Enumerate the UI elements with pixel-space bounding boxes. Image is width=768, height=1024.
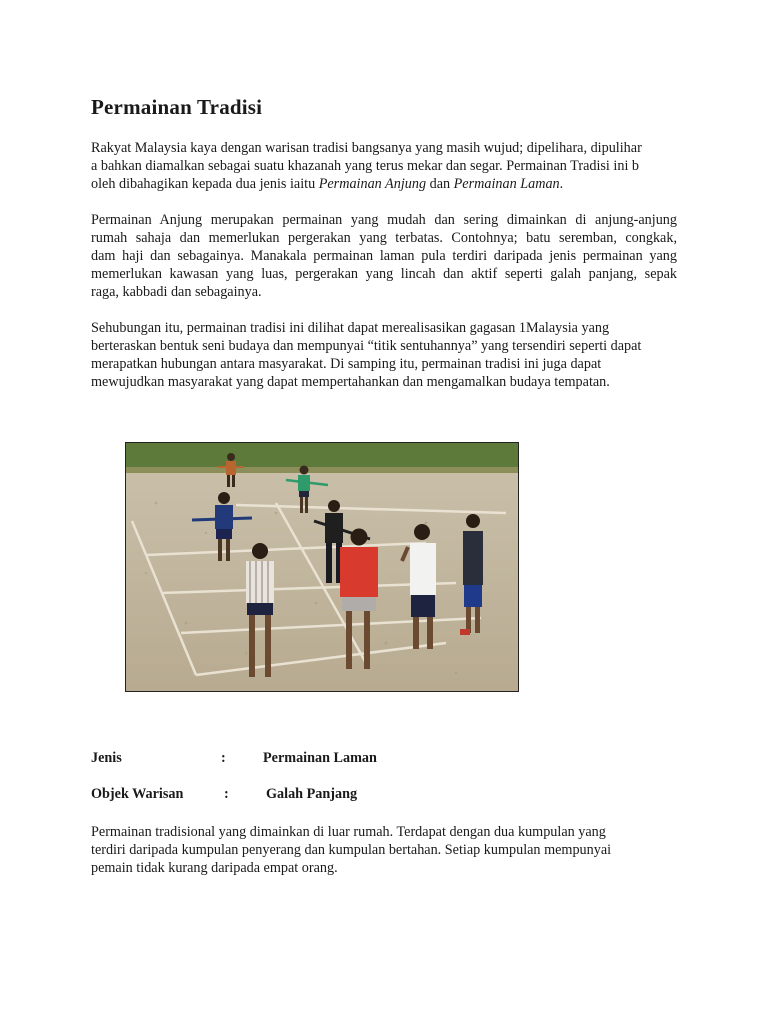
description-paragraph — [91, 823, 677, 877]
paragraph-line: Permainan tradisional yang dimainkan di luar rumah. Terdapat dengan dua kumpulan yang — [91, 824, 606, 840]
paragraph-line — [91, 175, 677, 193]
paragraph-line: Sehubungan itu, permainan tradisi ini dilihat dapat merealisasikan gagasan 1Malaysia yang — [91, 320, 610, 336]
paragraph-line: Rakyat Malaysia kaya dengan warisan tradisi bangsanya yang masih wujud; dipelihara, dipulihar — [91, 140, 642, 156]
emphasis-anjung: Permainan Anjung — [318, 176, 427, 192]
text-run: oleh dibahagikan kepada dua jenis iaitu — [91, 176, 319, 192]
jenis-row — [91, 750, 491, 770]
objek-warisan-value: Galah Panjang — [266, 786, 358, 802]
paragraph-line: rumah sahaja dan memerlukan pergerakan yang terbatas. Contohnya; batu seremban, congkak, — [91, 230, 677, 246]
paragraph-line: a bahkan diamalkan sebagai suatu khazanah yang terus mekar dan segar. Permainan Tradisi ini b — [91, 158, 640, 174]
photo-illustration — [126, 443, 519, 692]
objek-warisan-row — [91, 786, 491, 806]
emphasis-laman: Permainan Laman — [453, 176, 560, 192]
paragraph-line: raga, kabbadi dan sebagainya. — [91, 284, 262, 300]
jenis-colon: : — [221, 750, 226, 766]
jenis-label: Jenis — [91, 750, 122, 766]
paragraph-line: Permainan Anjung merupakan permainan yang mudah dan sering dimainkan di anjung-anjung — [91, 212, 677, 228]
paragraph-line: merapatkan hubungan antara masyarakat. Di samping itu, permainan tradisi ini juga dapat — [91, 356, 602, 372]
page-title: Permainan Tradisi — [91, 95, 263, 119]
paragraph-line: memerlukan kawasan yang luas, pergerakan yang lincah dan aktif seperti galah panjang, sepak — [91, 266, 677, 282]
paragraph-line: berteraskan bentuk seni budaya dan mempunyai “titik sentuhannya” yang tersendiri seperti dapat — [91, 338, 642, 354]
text-run: . — [559, 176, 564, 192]
paragraph-line: terdiri daripada kumpulan penyerang dan kumpulan bertahan. Setiap kumpulan mempunyai — [91, 842, 612, 858]
text-run: dan — [426, 176, 454, 192]
galah-panjang-photo — [125, 442, 519, 692]
gagasan-paragraph — [91, 319, 677, 391]
paragraph-line: mewujudkan masyarakat yang dapat mempertahankan dan mengamalkan budaya tempatan. — [91, 374, 610, 390]
paragraph-line: pemain tidak kurang daripada empat orang. — [91, 860, 338, 876]
paragraph-line: dam haji dan sebagainya. Manakala permainan laman pula terdiri daripada jenis permainan yang — [91, 248, 677, 264]
anjung-paragraph — [91, 211, 677, 301]
objek-warisan-colon: : — [224, 786, 229, 802]
jenis-value: Permainan Laman — [263, 750, 377, 766]
intro-paragraph — [91, 139, 677, 193]
objek-warisan-label: Objek Warisan — [91, 786, 184, 802]
